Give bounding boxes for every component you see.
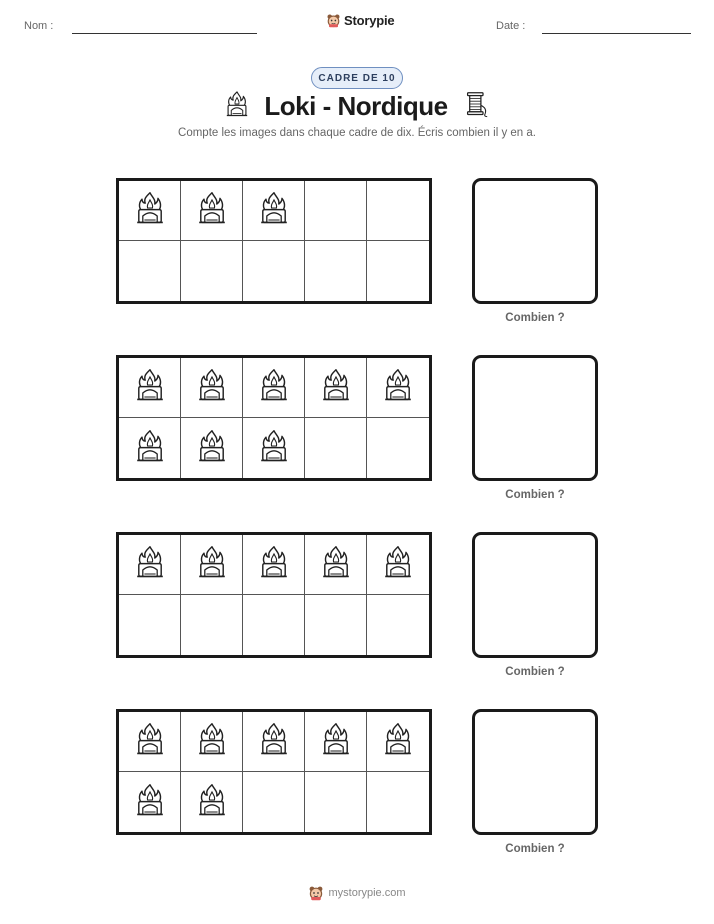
ten-frame-cell	[243, 418, 305, 478]
fireplace-icon	[196, 782, 228, 823]
ten-frame-cell	[305, 181, 367, 241]
fireplace-icon	[258, 544, 290, 585]
instructions: Compte les images dans chaque cadre de dix. Écris combien il y en a.	[178, 127, 536, 139]
ten-frame-cell	[305, 535, 367, 595]
worksheet-badge: CADRE DE 10	[311, 67, 403, 89]
fireplace-icon	[258, 367, 290, 408]
fireplace-icon	[196, 428, 228, 469]
date-label: Date :	[496, 20, 526, 32]
ten-frame-1	[116, 178, 432, 304]
fireplace-icon	[134, 544, 166, 585]
fireplace-icon	[382, 721, 414, 762]
ten-frame-cell	[305, 772, 367, 832]
ten-frame-cell	[181, 358, 243, 418]
fireplace-icon	[134, 721, 166, 762]
ten-frame-cell	[305, 241, 367, 301]
ten-frame-3	[116, 532, 432, 658]
fireplace-icon	[320, 544, 352, 585]
fireplace-icon	[134, 367, 166, 408]
answer-box-2[interactable]	[472, 355, 598, 481]
ten-frame-cell	[367, 535, 429, 595]
combien-label-1: Combien ?	[505, 312, 565, 324]
ten-frame-cell	[119, 535, 181, 595]
ten-frame-cell	[181, 595, 243, 655]
footer	[0, 885, 714, 901]
fireplace-icon	[134, 428, 166, 469]
fireplace-icon	[134, 190, 166, 231]
ten-frame-cell	[243, 241, 305, 301]
ten-frame-cell	[367, 595, 429, 655]
brand-name: Storypie	[344, 13, 395, 28]
fireplace-icon	[382, 367, 414, 408]
spool-icon	[462, 90, 490, 123]
ten-frame-cell	[119, 181, 181, 241]
combien-label-2: Combien ?	[505, 489, 565, 501]
fireplace-icon	[320, 721, 352, 762]
fireplace-icon	[382, 544, 414, 585]
fireplace-icon	[320, 367, 352, 408]
name-line[interactable]	[72, 33, 257, 34]
date-line[interactable]	[542, 33, 691, 34]
fireplace-icon	[258, 428, 290, 469]
answer-box-1[interactable]	[472, 178, 598, 304]
ten-frame-cell	[119, 712, 181, 772]
ten-frame-cell	[367, 358, 429, 418]
fireplace-icon	[196, 721, 228, 762]
brand	[326, 13, 394, 28]
ten-frame-cell	[367, 772, 429, 832]
combien-label-4: Combien ?	[505, 843, 565, 855]
ten-frame-cell	[305, 712, 367, 772]
ten-frame-cell	[305, 595, 367, 655]
ten-frame-4	[116, 709, 432, 835]
ten-frame-cell	[119, 595, 181, 655]
ten-frame-cell	[119, 358, 181, 418]
ten-frame-cell	[243, 712, 305, 772]
answer-box-4[interactable]	[472, 709, 598, 835]
ten-frame-cell	[243, 595, 305, 655]
footer-url: mystorypie.com	[328, 887, 406, 899]
combien-label-3: Combien ?	[505, 666, 565, 678]
ten-frame-2	[116, 355, 432, 481]
ten-frame-cell	[367, 241, 429, 301]
ten-frame-cell	[181, 181, 243, 241]
ten-frame-cell	[119, 772, 181, 832]
fireplace-icon	[258, 721, 290, 762]
ten-frame-cell	[181, 712, 243, 772]
answer-box-3[interactable]	[472, 532, 598, 658]
title-row	[0, 90, 714, 123]
ten-frame-cell	[119, 241, 181, 301]
fireplace-icon	[258, 190, 290, 231]
ten-frame-cell	[367, 712, 429, 772]
fireplace-icon	[196, 190, 228, 231]
fireplace-icon	[134, 782, 166, 823]
ten-frame-cell	[181, 418, 243, 478]
storypie-mascot-icon	[308, 885, 324, 901]
name-label: Nom :	[24, 20, 54, 32]
ten-frame-cell	[181, 241, 243, 301]
ten-frame-cell	[119, 418, 181, 478]
storypie-mascot-icon	[326, 13, 341, 28]
ten-frame-cell	[243, 535, 305, 595]
fireplace-icon	[196, 367, 228, 408]
ten-frame-cell	[181, 772, 243, 832]
ten-frame-cell	[367, 418, 429, 478]
ten-frame-cell	[243, 772, 305, 832]
ten-frame-cell	[243, 358, 305, 418]
fireplace-icon	[196, 544, 228, 585]
ten-frame-cell	[181, 535, 243, 595]
page-title: Loki - Nordique	[264, 91, 448, 121]
title-fireplace-icon	[224, 90, 250, 123]
ten-frame-cell	[243, 181, 305, 241]
ten-frame-cell	[367, 181, 429, 241]
ten-frame-cell	[305, 358, 367, 418]
ten-frame-cell	[305, 418, 367, 478]
